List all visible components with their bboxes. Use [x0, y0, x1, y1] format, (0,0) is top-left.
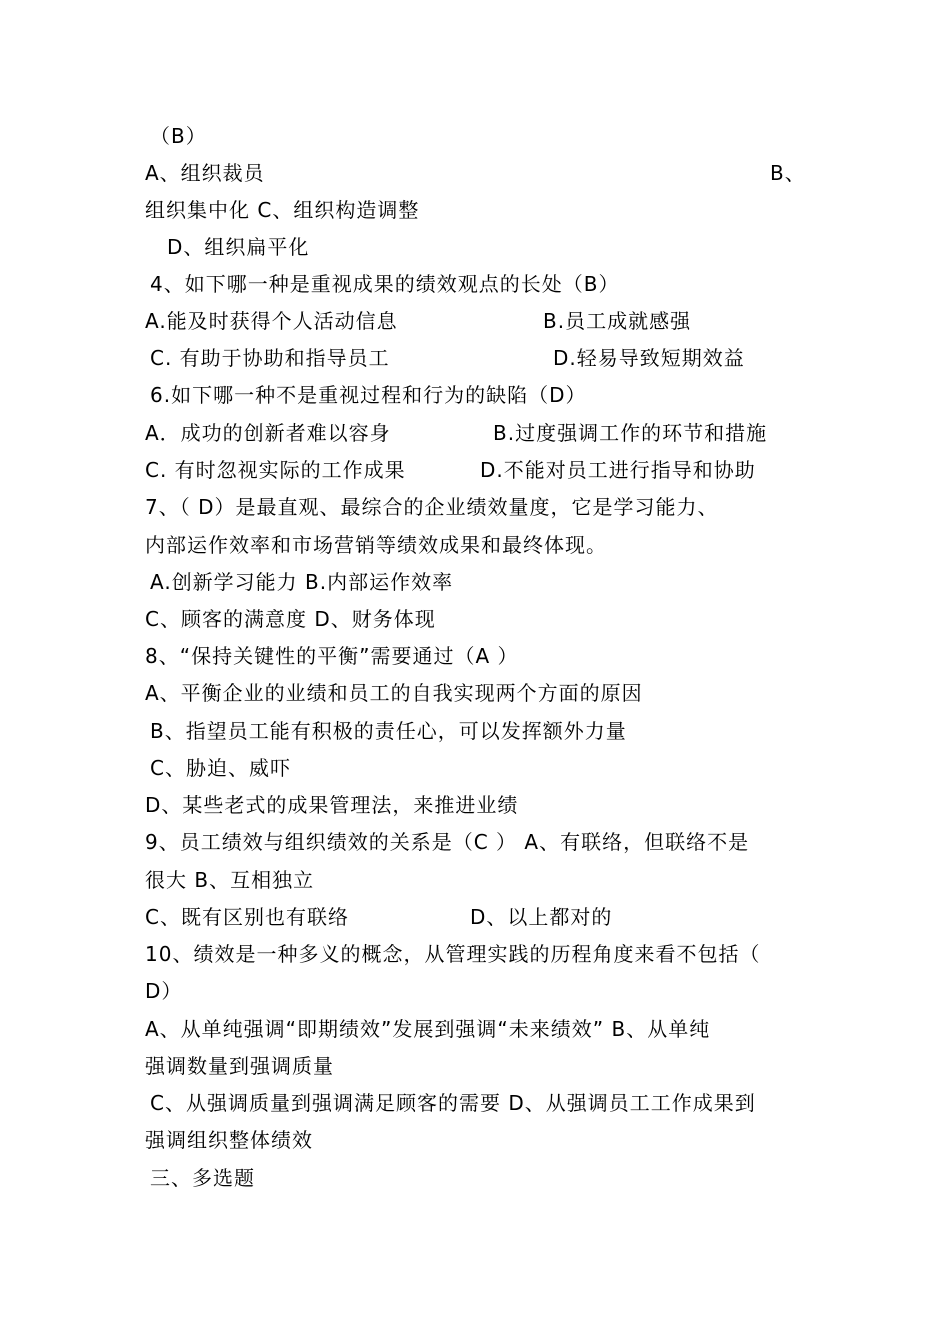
q4-option-d: D.轻易导致短期效益: [553, 346, 745, 370]
question-6: 6.如下哪一种不是重视过程和行为的缺陷（D）: [150, 383, 587, 407]
q8-option-c: C、胁迫、威吓: [150, 756, 291, 780]
option-b-label: B、: [770, 161, 806, 185]
q7-options-cd: C、顾客的满意度 D、财务体现: [145, 607, 436, 631]
section-heading-multiple-choice: 三、多选题: [150, 1166, 255, 1190]
q6-option-b: B.过度强调工作的环节和措施: [493, 421, 768, 445]
q10-options-cd-continued: 强调组织整体绩效: [145, 1128, 313, 1152]
option-a-layoffs: A、组织裁员: [145, 161, 265, 185]
q4-option-c: C. 有助于协助和指导员工: [150, 346, 390, 370]
option-b-c-line: 组织集中化 C、组织构造调整: [145, 198, 420, 222]
q9-option-c: C、既有区别也有联络: [145, 905, 349, 929]
question-10: 10、绩效是一种多义的概念，从管理实践的历程角度来看不包括（: [145, 942, 761, 966]
question-9: 9、员工绩效与组织绩效的关系是（C ） A、有联络，但联络不是: [145, 830, 750, 854]
q10-options-ab-continued: 强调数量到强调质量: [145, 1054, 334, 1078]
question-9-continued: 很大 B、互相独立: [145, 868, 315, 892]
question-10-answer: D）: [145, 979, 183, 1003]
q6-option-d: D.不能对员工进行指导和协助: [480, 458, 756, 482]
q9-option-d: D、以上都对的: [470, 905, 613, 929]
q8-option-a: A、平衡企业的业绩和员工的自我实现两个方面的原因: [145, 681, 643, 705]
question-7: 7、（ D）是最直观、最综合的企业绩效量度，它是学习能力、: [145, 495, 719, 519]
q10-options-ab: A、从单纯强调“即期绩效”发展到强调“未来绩效” B、从单纯: [145, 1017, 711, 1041]
question-7-continued: 内部运作效率和市场营销等绩效成果和最终体现。: [145, 533, 607, 557]
q4-option-b: B.员工成就感强: [543, 309, 692, 333]
question-4: 4、如下哪一种是重视成果的绩效观点的长处（B）: [150, 272, 620, 296]
question-8: 8、“保持关键性的平衡”需要通过（A ）: [145, 644, 519, 668]
q8-option-d: D、某些老式的成果管理法，来推进业绩: [145, 793, 519, 817]
q4-option-a: A.能及时获得个人活动信息: [145, 309, 398, 333]
q6-option-a: A．成功的创新者难以容身: [145, 421, 391, 445]
option-d-flatten: D、组织扁平化: [167, 235, 310, 259]
q7-options-ab: A.创新学习能力 B.内部运作效率: [150, 570, 454, 594]
q6-option-c: C. 有时忽视实际的工作成果: [145, 458, 406, 482]
q8-option-b: B、指望员工能有积极的责任心，可以发挥额外力量: [150, 719, 627, 743]
answer-b-continued: （B）: [150, 124, 207, 148]
q10-options-cd: C、从强调质量到强调满足顾客的需要 D、从强调员工工作成果到: [150, 1091, 756, 1115]
